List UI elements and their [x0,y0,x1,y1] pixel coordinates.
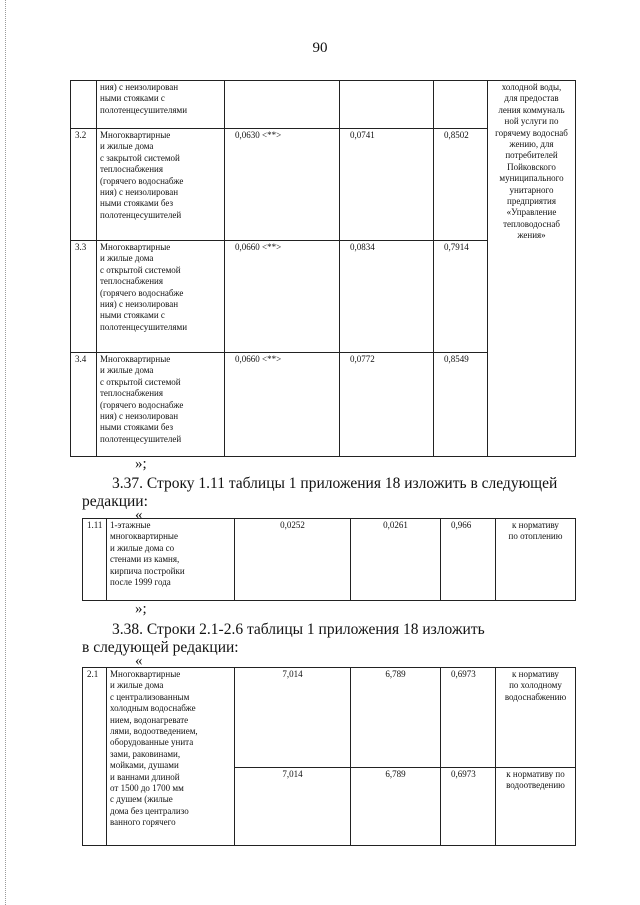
row-description: Многоквартирные и жилые дома с централизованным холодным водоснабже нием, водонагревате лями, водоотведением, оборудованные унита зами, раковинами, мойками, душами и ваннами длиной от 1500 до 1700 мм с душем (жилые дома без централизо ванного горячего [107,668,235,846]
value-cell: 6,789 [351,768,441,846]
row-description: Многоквартирные и жилые дома с открытой системой теплоснабжения (горячего водоснабже ния) с неизолирован ными стояками с полотенцесушителями [97,241,225,353]
value-cell: 0,0252 [235,519,351,601]
value-cell [434,81,488,129]
value-cell: 0,0261 [351,519,441,601]
table-row [71,81,576,129]
value-cell [340,81,434,129]
value-cell [225,81,340,129]
value-cell: 0,966 [441,519,496,601]
closing-quote: »; [135,456,147,472]
value-cell: 0,8549 [434,353,488,457]
row-description: 1-этажные многоквартирные и жилые дома со стенами из камня, кирпича постройки после 1999 года [107,519,235,601]
value-cell: 7,014 [235,668,351,768]
paragraph-3-38-line2: в следующей редакции: [82,639,239,656]
opening-quote: « [135,507,143,523]
table-row [83,519,576,601]
value-cell: 0,7914 [434,241,488,353]
value-cell: 0,0660 <**> [225,241,340,353]
paragraph-3-38-line1: 3.38. Строки 2.1-2.6 таблицы 1 приложения 18 изложить [112,621,485,638]
value-cell: 6,789 [351,668,441,768]
note-cell: холодной воды, для предостав ления коммуналь ной услуги по горячему водоснаб жению, для потребителей Пойковского муниципального унитарного предприятия «Управление тепловодоснаб жения» [488,81,576,457]
row-number: 3.4 [71,353,97,457]
table-row [83,668,576,768]
row-number: 1.11 [83,519,107,601]
row-description: Многоквартирные и жилые дома с закрытой системой теплоснабжения (горячего водоснабже ния) с неизолирован ными стояками без полотенцесушителей [97,129,225,241]
row-description: ния) с неизолирован ными стояками с полотенцесушителями [97,81,225,129]
note-cell: к нормативу по холодному водоснабжению [496,668,576,768]
row-number: 2.1 [83,668,107,846]
paragraph-3-37-line2: редакции: [82,493,148,510]
binding-margin-line [5,0,7,905]
row-number: 3.3 [71,241,97,353]
row-description: Многоквартирные и жилые дома с открытой системой теплоснабжения (горячего водоснабже ния) с неизолирован ными стояками без полотенцесушителей [97,353,225,457]
row-number-cell [71,81,97,129]
note-cell: к нормативу по отоплению [496,519,576,601]
value-cell: 0,0630 <**> [225,129,340,241]
value-cell: 0,0834 [340,241,434,353]
value-cell: 0,8502 [434,129,488,241]
value-cell: 0,0741 [340,129,434,241]
value-cell: 7,014 [235,768,351,846]
table-rows-2-1-2-6 [82,667,576,846]
value-cell: 0,6973 [441,668,496,768]
table-appendix-18-part [70,80,576,457]
paragraph-3-37-line1: 3.37. Строку 1.11 таблицы 1 приложения 18 изложить в следующей [112,475,558,492]
closing-quote: »; [135,601,147,617]
page-number: 90 [312,40,328,56]
value-cell: 0,6973 [441,768,496,846]
opening-quote: « [135,653,143,669]
note-cell: к нормативу по водоотведению [496,768,576,846]
value-cell: 0,0660 <**> [225,353,340,457]
row-number: 3.2 [71,129,97,241]
table-row-1-11 [82,518,576,601]
value-cell: 0,0772 [340,353,434,457]
